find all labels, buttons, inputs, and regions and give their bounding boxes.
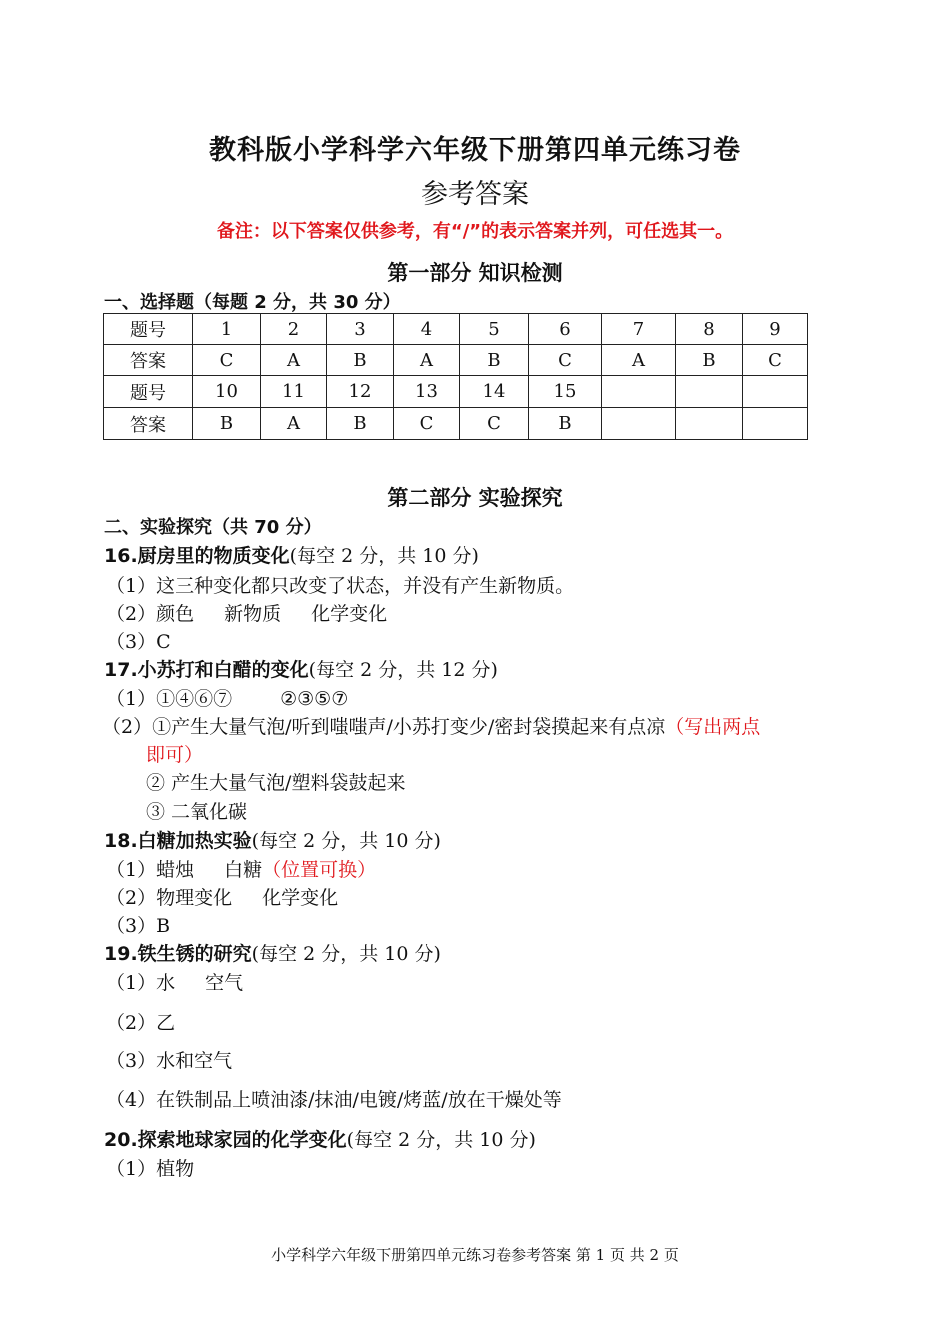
table-row (104, 408, 808, 440)
question-20 (104, 1125, 536, 1152)
answer-line: （3）水和空气 (106, 1050, 233, 1072)
answer-line (106, 684, 348, 711)
answer-text: （2）物理变化 (106, 887, 233, 909)
table-cell: B (327, 345, 394, 376)
section2-heading: 二、实验探究（共 70 分） (104, 517, 322, 538)
table-cell: 3 (327, 314, 394, 345)
question-title: 20.探索地球家园的化学变化 (104, 1129, 347, 1151)
table-cell (743, 408, 808, 440)
table-cell (743, 376, 808, 408)
table-cell: 14 (460, 376, 529, 408)
answer-line: （2）乙 (106, 1012, 176, 1034)
table-row (104, 314, 808, 345)
answer-line: （1）植物 (106, 1158, 195, 1180)
answer-line: （3）C (106, 631, 171, 653)
answer-text: 化学变化 (262, 887, 339, 909)
question-score: (每空 2 分，共 10 分) (346, 1129, 536, 1151)
table-cell: 题号 (104, 314, 193, 345)
table-cell: 题号 (104, 376, 193, 408)
table-cell: 1 (193, 314, 261, 345)
table-cell: 答案 (104, 408, 193, 440)
note-text: 备注：以下答案仅供参考，有“/”的表示答案并列，可任选其一。 (216, 221, 734, 242)
table-cell: 答案 (104, 345, 193, 376)
table-cell: C (193, 345, 261, 376)
section1-heading: 一、选择题（每题 2 分，共 30 分） (104, 292, 401, 313)
answer-text: （2）颜色 (106, 603, 195, 625)
answer-line (106, 855, 376, 882)
answer-text: 化学变化 (311, 603, 388, 625)
answer-text: （1）①④⑥⑦ (106, 688, 233, 710)
table-cell (602, 376, 676, 408)
table-cell: B (460, 345, 529, 376)
answer-line (106, 968, 243, 995)
table-cell: 7 (602, 314, 676, 345)
table-cell: B (193, 408, 261, 440)
answer-hint: 即可） (146, 744, 204, 766)
question-title: 16.厨房里的物质变化 (104, 545, 290, 567)
table-cell: B (529, 408, 602, 440)
part2-heading: 第二部分 实验探究 (387, 486, 563, 510)
table-row (104, 345, 808, 376)
table-row (104, 376, 808, 408)
answer-text: （2）①产生大量气泡/听到嗤嗤声/小苏打变少/密封袋摸起来有点凉 (102, 716, 666, 738)
question-17 (104, 655, 498, 682)
question-score: (每空 2 分，共 12 分) (308, 659, 498, 681)
answer-text: 白糖 (224, 859, 263, 881)
answer-line (106, 883, 338, 910)
table-cell: 13 (394, 376, 460, 408)
table-cell (676, 408, 743, 440)
table-cell: 6 (529, 314, 602, 345)
answer-text: （1）水 (106, 972, 176, 994)
table-cell: C (394, 408, 460, 440)
table-cell: 8 (676, 314, 743, 345)
table-cell: 9 (743, 314, 808, 345)
answer-line: ② 产生大量气泡/塑料袋鼓起来 (146, 772, 406, 794)
answer-text: 空气 (205, 972, 244, 994)
table-cell (602, 408, 676, 440)
table-cell: A (261, 345, 327, 376)
answer-line (102, 712, 760, 739)
answer-text: （1）蜡烛 (106, 859, 195, 881)
table-cell: A (261, 408, 327, 440)
table-cell: C (529, 345, 602, 376)
answer-hint: （位置可换） (262, 859, 377, 881)
table-cell: B (327, 408, 394, 440)
table-cell: 11 (261, 376, 327, 408)
table-cell: B (676, 345, 743, 376)
answer-line (106, 599, 387, 626)
answer-line: （3）B (106, 915, 171, 937)
answer-text: ②③⑤⑦ (280, 688, 349, 710)
question-18 (104, 826, 441, 853)
page-footer: 小学科学六年级下册第四单元练习卷参考答案 第 1 页 共 2 页 (271, 1246, 679, 1264)
question-score: (每空 2 分，共 10 分) (289, 545, 479, 567)
table-cell: 2 (261, 314, 327, 345)
question-score: (每空 2 分，共 10 分) (251, 830, 441, 852)
table-cell: 10 (193, 376, 261, 408)
question-score: (每空 2 分，共 10 分) (251, 943, 441, 965)
answer-line: （1）这三种变化都只改变了状态，并没有产生新物质。 (106, 575, 575, 597)
table-cell: A (394, 345, 460, 376)
table-cell: 12 (327, 376, 394, 408)
answer-text: 新物质 (224, 603, 282, 625)
page-subtitle: 参考答案 (421, 179, 529, 210)
answer-table (103, 313, 808, 440)
page-title: 教科版小学科学六年级下册第四单元练习卷 (209, 135, 741, 166)
question-title: 19.铁生锈的研究 (104, 943, 252, 965)
question-title: 18.白糖加热实验 (104, 830, 252, 852)
answer-hint: （写出两点 (665, 716, 761, 738)
answer-line: ③ 二氧化碳 (146, 801, 248, 823)
table-cell (676, 376, 743, 408)
question-title: 17.小苏打和白醋的变化 (104, 659, 309, 681)
question-16 (104, 541, 479, 568)
table-cell: 5 (460, 314, 529, 345)
table-cell: C (743, 345, 808, 376)
answer-line: （4）在铁制品上喷油漆/抹油/电镀/烤蓝/放在干燥处等 (106, 1089, 562, 1111)
table-cell: A (602, 345, 676, 376)
table-cell: C (460, 408, 529, 440)
table-cell: 15 (529, 376, 602, 408)
part1-heading: 第一部分 知识检测 (387, 261, 563, 285)
question-19 (104, 939, 441, 966)
table-cell: 4 (394, 314, 460, 345)
